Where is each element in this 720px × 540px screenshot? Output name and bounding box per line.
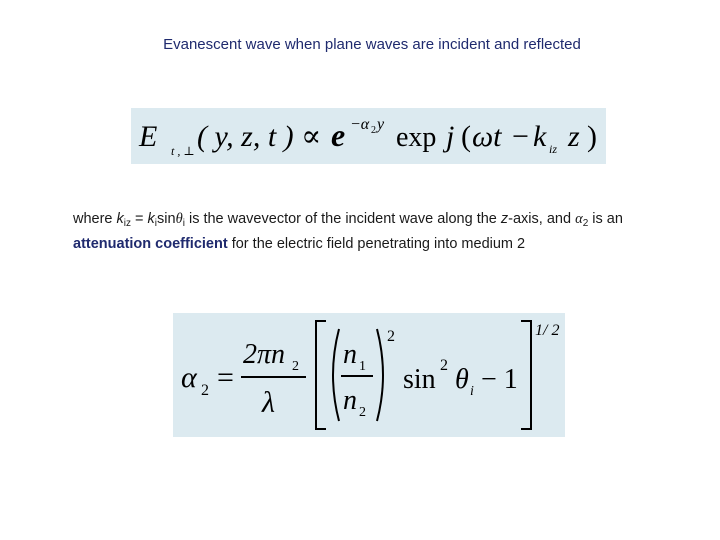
eq1-proportional-sign: ∝ xyxy=(301,120,322,153)
eq2-n1-subscript: 1 xyxy=(359,359,366,374)
eq2-square-exponent: 2 xyxy=(387,328,395,345)
explanation-paragraph xyxy=(73,209,673,255)
eq2-numerator: 2πn xyxy=(243,339,286,370)
eq1-exponent-subscript: 2 xyxy=(371,125,376,136)
eq2-paren-right xyxy=(377,329,383,421)
para-ki-subscript: i xyxy=(154,218,158,229)
eq1-exp-function: exp xyxy=(396,122,437,153)
eq1-paren-close: ) xyxy=(587,120,597,153)
para-text-5: is an xyxy=(588,211,623,227)
para-theta: θ xyxy=(175,211,183,227)
eq2-outer-bracket-right xyxy=(521,321,531,429)
para-text-3: is the wavevector of the incident wave along the xyxy=(184,211,501,227)
para-sin: sin xyxy=(157,211,176,227)
para-k: k xyxy=(116,211,124,227)
eq1-wavevector-subscript: iz xyxy=(549,142,558,156)
eq2-numerator-subscript: 2 xyxy=(292,359,299,374)
slide-title: Evanescent wave when plane waves are incident and reflected xyxy=(163,36,581,53)
para-z-axis: z xyxy=(500,211,509,227)
eq2-alpha: α xyxy=(181,361,197,394)
eq1-exponential-base: e xyxy=(331,117,346,153)
eq2-paren-left xyxy=(333,329,339,421)
eq2-n2: n xyxy=(343,385,357,416)
para-theta-subscript: i xyxy=(182,218,185,229)
eq1-field-subscript: t , ⊥ xyxy=(171,144,195,158)
eq1-paren-open: ( xyxy=(461,120,471,153)
eq1-wavevector: k xyxy=(533,120,547,153)
attenuation-coefficient-term: attenuation coefficient xyxy=(73,236,228,252)
eq2-theta-subscript: i xyxy=(470,384,474,399)
para-k-subscript: iz xyxy=(123,218,132,229)
eq2-theta: θ xyxy=(455,364,469,395)
eq2-n2-subscript: 2 xyxy=(359,405,366,420)
para-alpha-subscript: 2 xyxy=(582,218,589,229)
eq2-equals: = xyxy=(217,361,234,394)
attenuation-coefficient-equation xyxy=(173,313,565,437)
para-alpha: α xyxy=(575,211,583,227)
eq1-omega-t: ωt xyxy=(472,120,502,153)
eq1-arguments: ( y, z, t ) xyxy=(197,120,294,153)
eq2-denominator-lambda: λ xyxy=(262,386,275,419)
evanescent-field-equation xyxy=(131,108,606,164)
para-text-4: -axis, and xyxy=(508,211,576,227)
eq2-minus-one: − 1 xyxy=(481,364,518,395)
eq1-exponent-y: y xyxy=(377,116,385,133)
eq2-sin-exponent: 2 xyxy=(440,357,448,374)
para-text-1: where xyxy=(73,211,117,227)
para-text-6: for the electric field penetrating into medium 2 xyxy=(227,236,526,252)
eq2-alpha-subscript: 2 xyxy=(201,382,209,399)
eq1-imaginary-j: j xyxy=(446,120,455,153)
eq2-n1: n xyxy=(343,339,357,370)
eq1-field-symbol: E xyxy=(139,120,158,153)
eq1-exponent: −α xyxy=(350,116,370,133)
para-text-2: = xyxy=(131,211,148,227)
eq1-z: z xyxy=(568,120,580,153)
eq1-minus: − xyxy=(512,120,529,153)
para-ki: k xyxy=(147,211,155,227)
eq2-sin: sin xyxy=(403,364,436,395)
eq2-outer-bracket-left xyxy=(316,321,326,429)
eq2-outer-exponent: 1/ 2 xyxy=(535,322,560,339)
